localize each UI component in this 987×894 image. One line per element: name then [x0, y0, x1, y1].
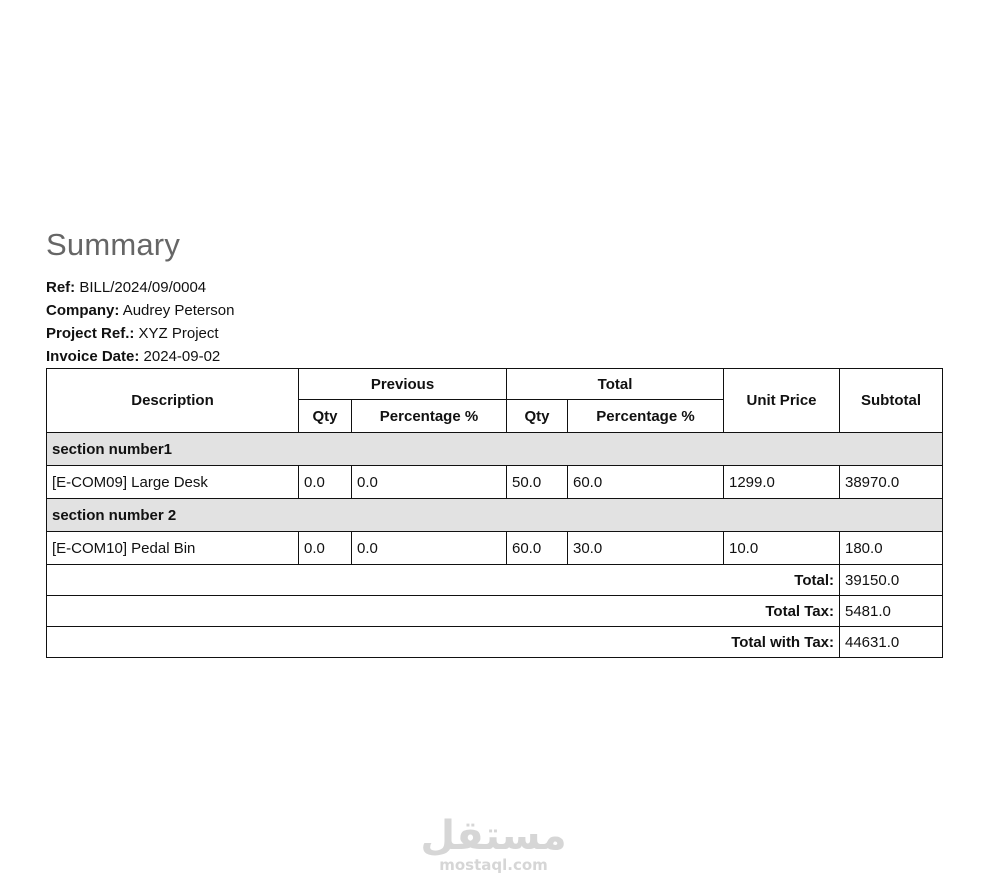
header-total: Total	[507, 369, 724, 400]
total-label: Total:	[47, 565, 840, 596]
table-row	[47, 532, 943, 565]
summary-table	[46, 368, 943, 658]
section-name: section number 2	[47, 499, 943, 532]
header-previous: Previous	[299, 369, 507, 400]
meta-ref-value: BILL/2024/09/0004	[79, 279, 207, 296]
meta-invoice-date-label: Invoice Date:	[46, 348, 140, 365]
meta-ref	[46, 276, 942, 299]
meta-ref-label: Ref:	[46, 279, 76, 296]
section-row	[47, 499, 943, 532]
cell-previous-qty: 0.0	[299, 466, 352, 499]
header-total-percentage: Percentage %	[568, 400, 724, 433]
header-description: Description	[47, 369, 299, 433]
total-tax-row	[47, 596, 943, 627]
total-with-tax-value: 44631.0	[840, 627, 943, 658]
meta-company-label: Company:	[46, 302, 120, 319]
cell-subtotal: 180.0	[840, 532, 943, 565]
meta-project-ref-value: XYZ Project	[138, 325, 219, 342]
table-row	[47, 466, 943, 499]
meta-project-ref-label: Project Ref.:	[46, 325, 135, 342]
cell-unit-price: 10.0	[724, 532, 840, 565]
total-value: 39150.0	[840, 565, 943, 596]
watermark-url: mostaql.com	[439, 856, 548, 874]
total-with-tax-row	[47, 627, 943, 658]
summary-document	[46, 226, 942, 658]
page-title: Summary	[46, 227, 181, 262]
cell-unit-price: 1299.0	[724, 466, 840, 499]
mostaql-watermark	[0, 815, 987, 873]
header-subtotal: Subtotal	[840, 369, 943, 433]
cell-total-qty: 60.0	[507, 532, 568, 565]
meta-invoice-date-value: 2024-09-02	[143, 348, 221, 365]
cell-description: [E-COM10] Pedal Bin	[47, 532, 299, 565]
header-total-qty: Qty	[507, 400, 568, 433]
section-name: section number1	[47, 433, 943, 466]
header-previous-qty: Qty	[299, 400, 352, 433]
meta-company	[46, 299, 942, 322]
table-header-row	[47, 369, 943, 400]
total-row	[47, 565, 943, 596]
cell-total-qty: 50.0	[507, 466, 568, 499]
cell-total-percentage: 30.0	[568, 532, 724, 565]
cell-description: [E-COM09] Large Desk	[47, 466, 299, 499]
watermark-logo-text: مستقل	[420, 813, 567, 859]
header-previous-percentage: Percentage %	[352, 400, 507, 433]
total-tax-value: 5481.0	[840, 596, 943, 627]
header-unit-price: Unit Price	[724, 369, 840, 433]
meta-company-value: Audrey Peterson	[122, 302, 235, 319]
meta-project-ref	[46, 322, 942, 345]
total-with-tax-label: Total with Tax:	[47, 627, 840, 658]
meta-invoice-date	[46, 345, 942, 368]
section-row	[47, 433, 943, 466]
cell-total-percentage: 60.0	[568, 466, 724, 499]
document-meta	[46, 276, 942, 368]
total-tax-label: Total Tax:	[47, 596, 840, 627]
cell-previous-percentage: 0.0	[352, 532, 507, 565]
cell-previous-percentage: 0.0	[352, 466, 507, 499]
cell-previous-qty: 0.0	[299, 532, 352, 565]
cell-subtotal: 38970.0	[840, 466, 943, 499]
